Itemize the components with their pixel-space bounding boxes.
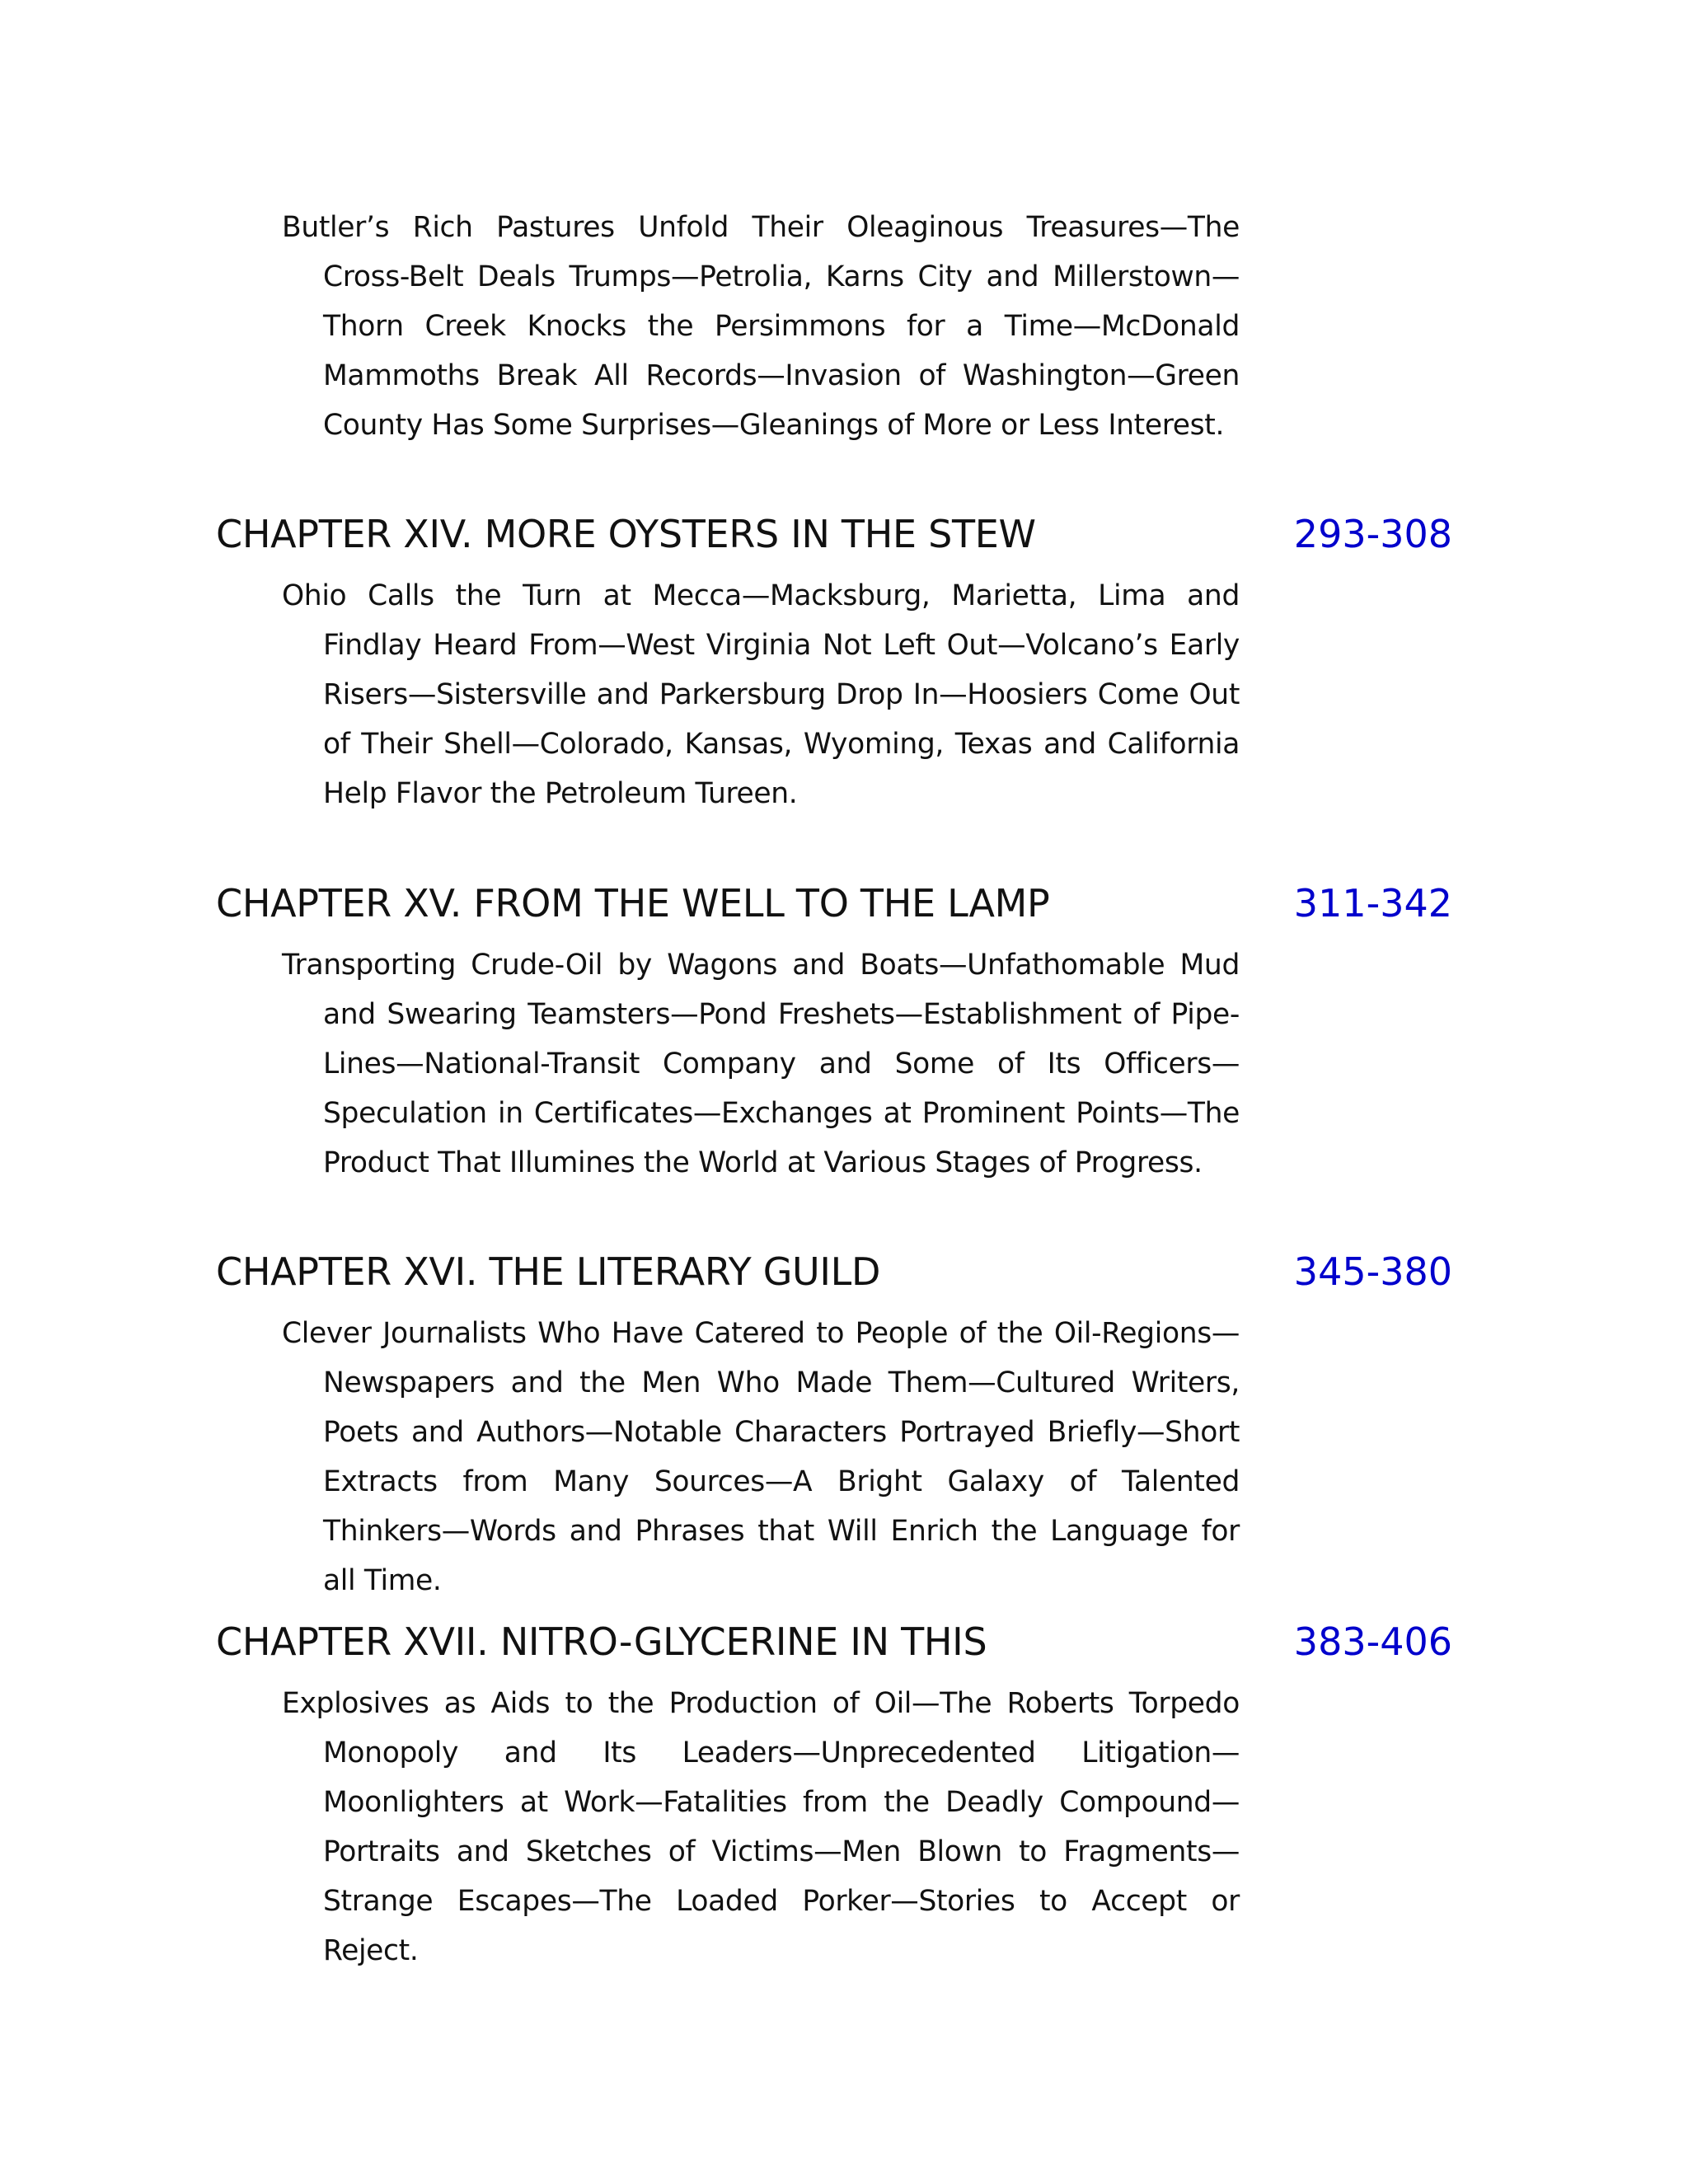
chapter-summary: Explosives as Aids to the Production of Oil—The Roberts Torpedo Monopoly and Its Leaders—Unprecedented Litigation—Moonlighters at Work—Fatalities from the Deadly Compound—Portraits and Sketches of Victims—Men Blown to Fragments—Strange Escapes—The Loaded Porker—Stories to Accept or Reject. <box>282 1687 1240 1967</box>
chapter-page-link[interactable]: 293-308 <box>1293 512 1452 556</box>
chapter-page-link[interactable]: 383-406 <box>1293 1619 1452 1664</box>
chapter-title: CHAPTER XVII. NITRO-GLYCERINE IN THIS <box>216 1619 987 1664</box>
chapter-heading <box>216 509 1452 567</box>
chapter-title: CHAPTER XIV. MORE OYSTERS IN THE STEW <box>216 512 1036 556</box>
chapter-summary: Transporting Crude-Oil by Wagons and Boats—Unfathomable Mud and Swearing Teamsters—Pond Freshets—Establishment of Pipe-Lines—National-Transit Company and Some of Its Officers—Speculation in Certificates—Exchanges at Prominent Points—The Product That Illumines the World at Various Stages of Progress. <box>282 949 1240 1179</box>
chapter-summary: Ohio Calls the Turn at Mecca—Macksburg, Marietta, Lima and Findlay Heard From—West Virginia Not Left Out—Volcano’s Early Risers—Sistersville and Parkersburg Drop In—Hoosiers Come Out of Their Shell—Colorado, Kansas, Wyoming, Texas and California Help Flavor the Petroleum Tureen. <box>282 579 1240 810</box>
chapter-title: CHAPTER XVI. THE LITERARY GUILD <box>216 1249 881 1294</box>
intro-summary: Butler’s Rich Pastures Unfold Their Oleaginous Treasures—The Cross-Belt Deals Trumps—Petrolia, Karns City and Millerstown—Thorn Creek Knocks the Persimmons for a Time—McDonald Mammoths Break All Records—Invasion of Washington—Green County Has Some Surprises—Gleanings of More or Less Interest. <box>282 211 1240 442</box>
chapter-heading <box>216 879 1452 936</box>
chapter-heading <box>216 1247 1452 1305</box>
chapter-summary: Clever Journalists Who Have Catered to People of the Oil-Regions—Newspapers and the Men Who Made Them—Cultured Writers, Poets and Authors—Notable Characters Portrayed Briefly—Short Extracts from Many Sources—A Bright Galaxy of Talented Thinkers—Words and Phrases that Will Enrich the Language for all Time. <box>282 1317 1240 1597</box>
chapter-heading <box>216 1617 1452 1675</box>
chapter-page-link[interactable]: 345-380 <box>1293 1249 1452 1294</box>
chapter-title: CHAPTER XV. FROM THE WELL TO THE LAMP <box>216 881 1050 926</box>
chapter-page-link[interactable]: 311-342 <box>1293 881 1452 926</box>
